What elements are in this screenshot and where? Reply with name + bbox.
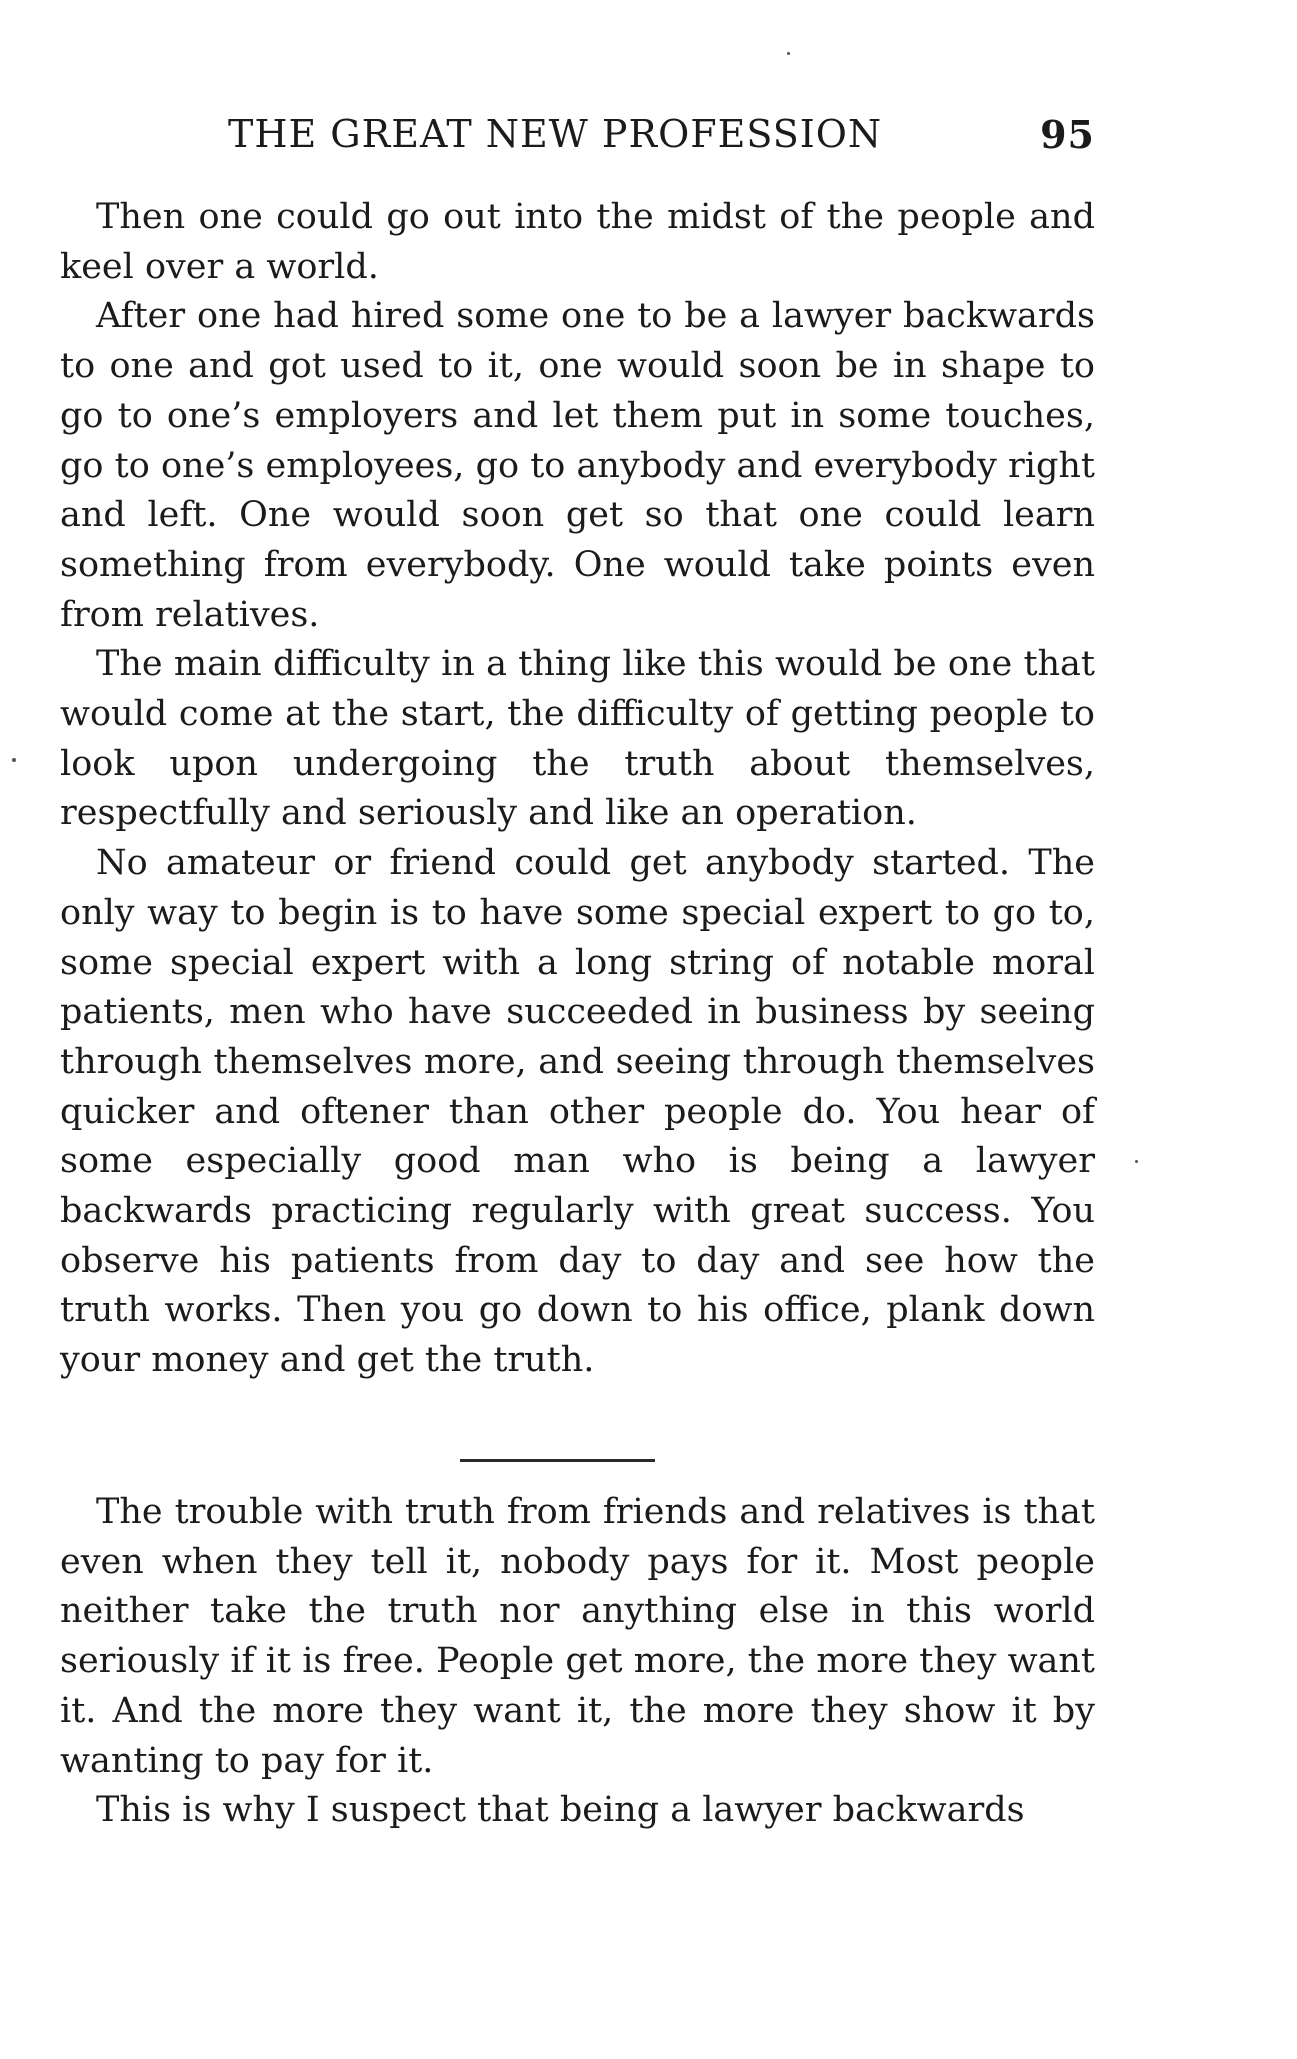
page-header <box>60 108 1095 168</box>
paragraph: Then one could go out into the midst of the people and keel over a world. <box>60 197 1095 287</box>
section-divider <box>460 1459 655 1462</box>
body-text-section-2 <box>60 1488 1095 1836</box>
scan-speck <box>787 52 790 55</box>
paragraph: No amateur or friend could get anybody started. The only way to begin is to have some special expert to go to, some special expert with a long string of notable moral patients, men who have succeeded in business by seeing through themselves more, and seeing through themselves quicker and oftener than other people do. You hear of some especially good man who is being a lawyer backwards practicing regularly with great success. You observe his patients from day to day and see how the truth works. Then you go down to his office, plank down your money and get the truth. <box>60 843 1095 1381</box>
paragraph: The main difficulty in a thing like this would be one that would come at the start, the difficulty of getting people to look upon undergoing the truth about themselves, respectfully and seriously and like an operation. <box>60 644 1095 834</box>
scan-speck <box>12 758 16 762</box>
paragraph: After one had hired some one to be a lawyer backwards to one and got used to it, one would soon be in shape to go to one’s employers and let them put in some touches, go to one’s employees, go to anybody and everybody right and left. One would soon get so that one could learn something from everybody. One would take points even from relatives. <box>60 296 1095 635</box>
body-text-section-1 <box>60 193 1095 1386</box>
scan-speck <box>1135 1160 1138 1163</box>
paragraph: This is why I suspect that being a lawyer backwards <box>96 1790 1025 1831</box>
running-title: THE GREAT NEW PROFESSION <box>228 112 883 156</box>
paragraph: The trouble with truth from friends and relatives is that even when they tell it, nobody pays for it. Most people neither take the truth nor anything else in this world seriously if it is free. People get more, the more they want it. And the more they want it, the more they show it by wanting to pay for it. <box>60 1492 1095 1781</box>
page-number: 95 <box>1040 112 1095 157</box>
